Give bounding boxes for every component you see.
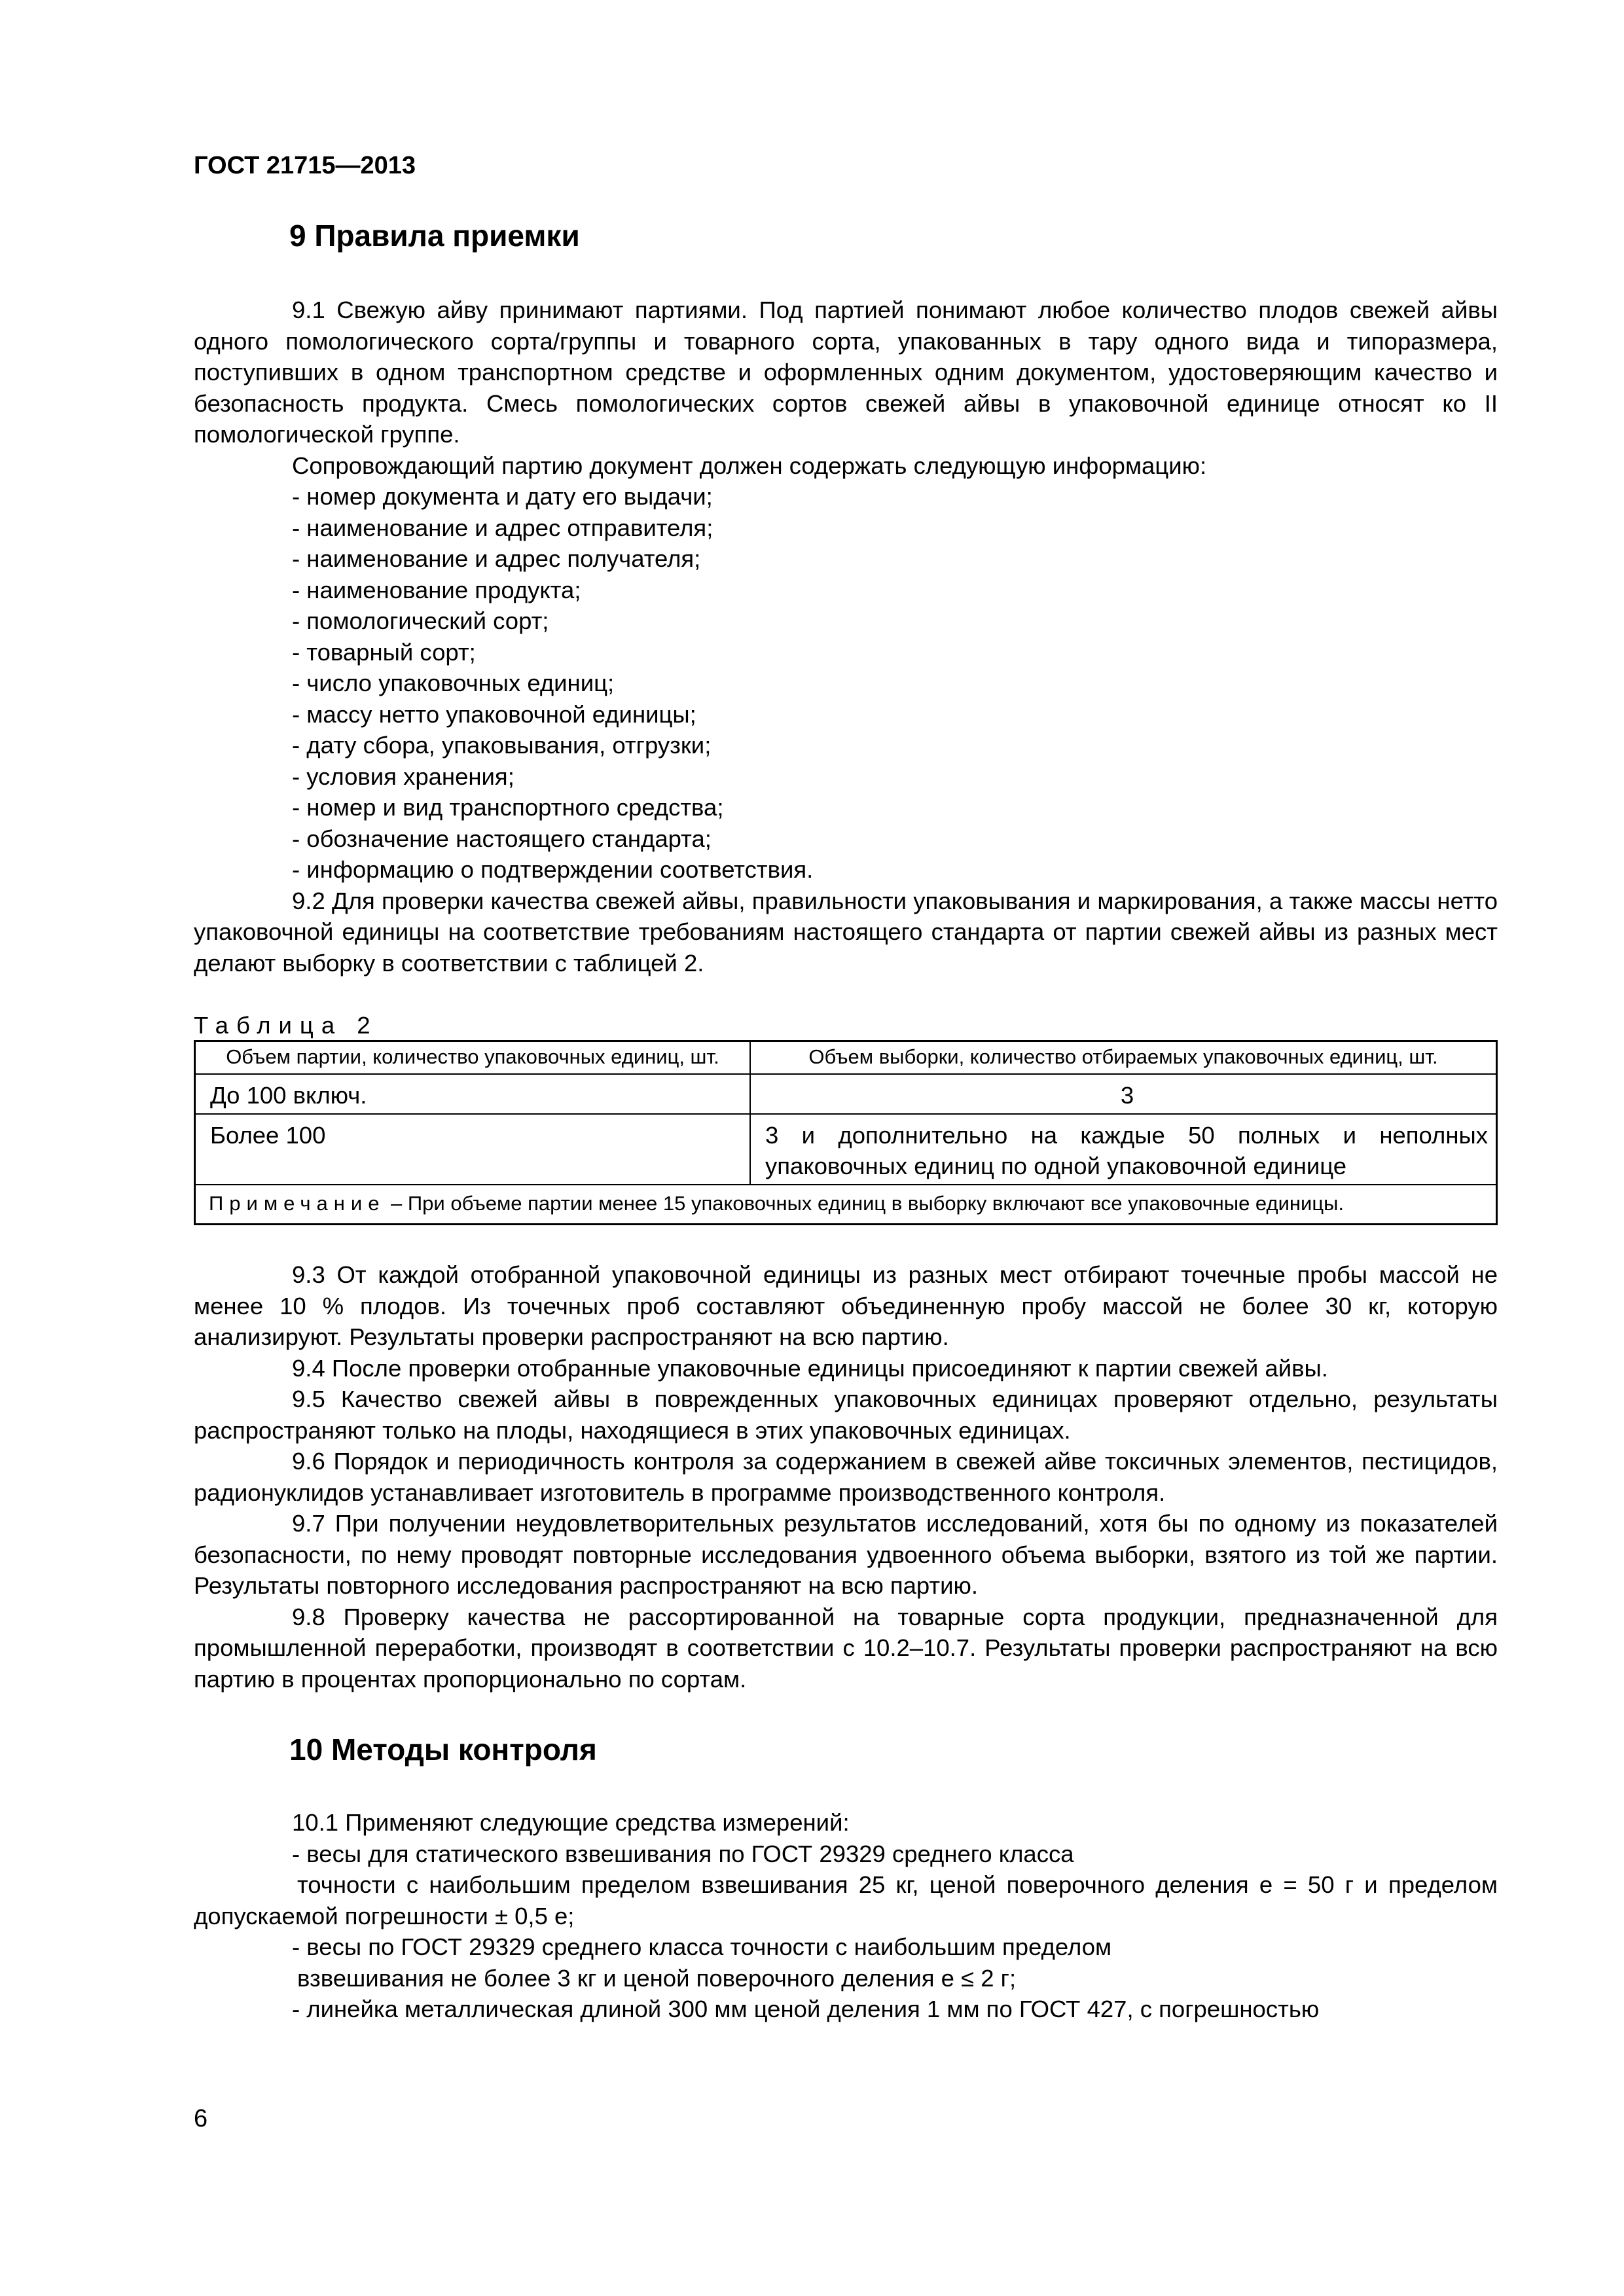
list-item: - весы по ГОСТ 29329 среднего класса точности с наибольшим пределом [292, 1933, 1112, 1960]
table-cell-sample: 3 [750, 1074, 1497, 1114]
table-header-lot-size: Объем партии, количество упаковочных единиц, шт. [195, 1041, 751, 1075]
section-10-title: 10 Методы контроля [289, 1732, 597, 1767]
paragraph-9-8: 9.8 Проверку качества не рассортированной на товарные сорта продукции, предназначенной для промышленной переработки, производят в соответствии с 10.2–10.7. Результаты проверки распространяют на всю партию в процентах пропорционально по сортам. [194, 1603, 1498, 1693]
instruments-list [194, 1839, 1498, 2025]
table-note-row [195, 1185, 1497, 1225]
paragraph-9-2: 9.2 Для проверки качества свежей айвы, правильности упаковывания и маркирования, а также массы нетто упаковочной единицы на соответствие требованиям настоящего стандарта от партии свежей айвы из разных мест делают выборку в соответствии с таблицей 2. [194, 887, 1498, 977]
list-item: - товарный сорт; [292, 638, 476, 666]
table-caption: Таблица 2 [194, 1012, 378, 1039]
page-number: 6 [194, 2105, 208, 2132]
sampling-table [194, 1040, 1498, 1225]
accompany-doc-intro: Сопровождающий партию документ должен содержать следующую информацию: [292, 452, 1207, 479]
table-cell-lot: До 100 включ. [195, 1074, 751, 1114]
table-header-sample-size: Объем выборки, количество отбираемых упаковочных единиц, шт. [750, 1041, 1497, 1075]
table-row [195, 1114, 1497, 1185]
list-item-continuation: взвешивания не более 3 кг и ценой поверочного деления е ≤ 2 г; [297, 1964, 1017, 1992]
table-row [195, 1074, 1497, 1114]
table-cell-sample: 3 и дополнительно на каждые 50 полных и неполных упаковочных единиц по одной упаковочной единице [750, 1114, 1497, 1185]
table-cell-lot: Более 100 [195, 1114, 751, 1185]
document-body [194, 209, 1498, 2025]
paragraph-9-3: 9.3 От каждой отобранной упаковочной единицы из разных мест отбирают точечные пробы массой не менее 10 % плодов. Из точечных проб составляют объединенную пробу массой не более 30 кг, которую анализируют. Результаты проверки распространяют на всю партию. [194, 1261, 1498, 1350]
list-item: - наименование и адрес получателя; [292, 545, 701, 572]
list-item: - число упаковочных единиц; [292, 670, 615, 696]
table-note-text: – При объеме партии менее 15 упаковочных единиц в выборку включают все упаковочные единицы. [385, 1192, 1344, 1215]
table-header-row [195, 1041, 1497, 1075]
paragraph-9-5: 9.5 Качество свежей айвы в поврежденных упаковочных единицах проверяют отдельно, результаты распространяют только на плоды, находящиеся в этих упаковочных единицах. [194, 1386, 1498, 1444]
list-item: - информацию о подтверждении соответствия. [292, 856, 814, 883]
section-9-title: 9 Правила приемки [289, 219, 580, 253]
list-item: - массу нетто упаковочной единицы; [292, 700, 696, 728]
accompany-doc-list [194, 481, 1498, 886]
list-item: - обозначение настоящего стандарта; [292, 825, 712, 852]
list-item: - линейка металлическая длиной 300 мм ценой деления 1 мм по ГОСТ 427, с погрешностью [292, 1996, 1320, 2022]
list-item: - номер и вид транспортного средства; [292, 794, 724, 821]
paragraph-9-7: 9.7 При получении неудовлетворительных результатов исследований, хотя бы по одному из показателей безопасности, по нему проводят повторные исследования удвоенного объема выборки, взятого из той же партии. Результаты повторного исследования распространяют на всю партию. [194, 1510, 1498, 1599]
list-item: - помологический сорт; [292, 607, 549, 634]
paragraph-9-6: 9.6 Порядок и периодичность контроля за содержанием в свежей айве токсичных элементов, пестицидов, радионуклидов устанавливает изготовитель в программе производственного контроля. [194, 1448, 1498, 1506]
list-item: - дату сбора, упаковывания, отгрузки; [292, 732, 712, 759]
list-item: - наименование продукта; [292, 576, 581, 603]
paragraph-10-1: 10.1 Применяют следующие средства измерений: [292, 1809, 850, 1836]
list-item: - условия хранения; [292, 762, 514, 790]
list-item: - наименование и адрес отправителя; [292, 514, 713, 541]
document-code-header: ГОСТ 21715—2013 [194, 152, 416, 179]
list-item-continuation: точности с наибольшим пределом взвешивания 25 кг, ценой поверочного деления е = 50 г и пределом допускаемой погрешности ± 0,5 е; [194, 1871, 1498, 1929]
list-item: - номер документа и дату его выдачи; [292, 483, 713, 510]
paragraph-9-4: 9.4 После проверки отобранные упаковочные единицы присоединяют к партии свежей айвы. [292, 1354, 1328, 1382]
table-note-label: Примечание [209, 1192, 386, 1215]
list-item: - весы для статического взвешивания по ГОСТ 29329 среднего класса [292, 1840, 1074, 1867]
paragraph-9-1: 9.1 Свежую айву принимают партиями. Под партией понимают любое количество плодов свежей айвы одного помологического сорта/группы и товарного сорта, упакованных в тару одного вида и типоразмера, поступивших в одном транспортном средстве и оформленных одним документом, удостоверяющим качество и безопасность продукта. Смесь помологических сортов свежей айвы в упаковочной единице относят ко II помологической группе. [194, 296, 1498, 448]
table-note [195, 1185, 1497, 1225]
